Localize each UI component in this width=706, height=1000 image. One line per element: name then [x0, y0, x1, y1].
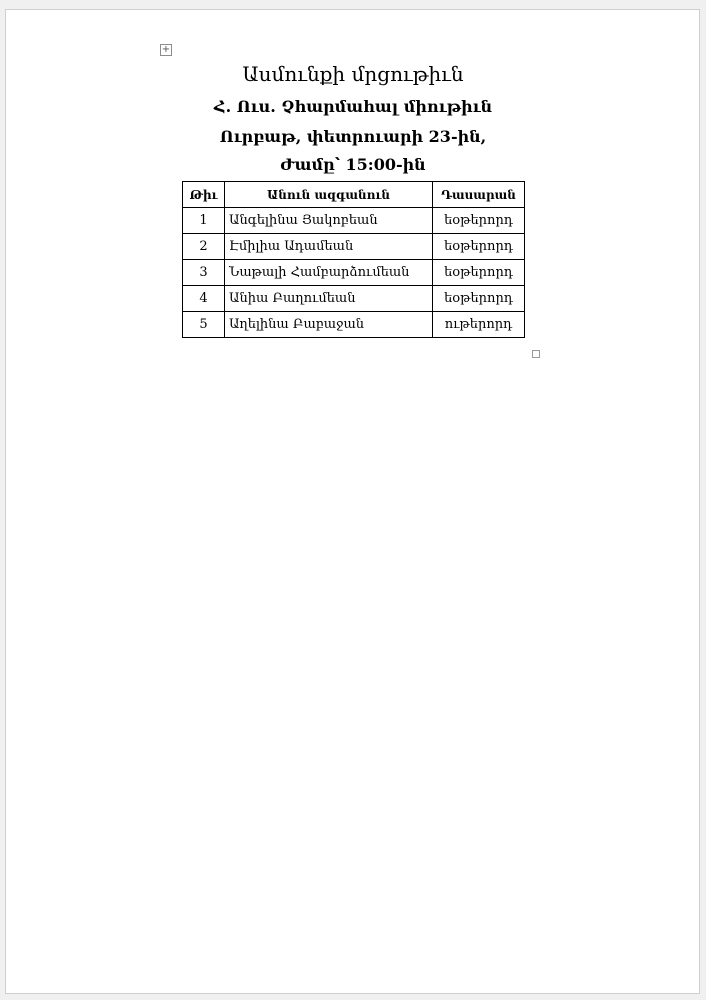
row-name: Անգելինա Յակոբեան — [225, 208, 433, 234]
row-number: 1 — [183, 208, 225, 234]
row-number: 3 — [183, 260, 225, 286]
table-row — [183, 208, 525, 234]
row-grade: ութերորդ — [433, 312, 525, 338]
row-grade: եօթերորդ — [433, 286, 525, 312]
table-row — [183, 312, 525, 338]
row-number: 4 — [183, 286, 225, 312]
header-name: Անուն ազգանուն — [225, 182, 433, 208]
header-grade: Դասարան — [433, 182, 525, 208]
row-name: Աղելինա Բաբաջան — [225, 312, 433, 338]
header-number: Թիւ — [183, 182, 225, 208]
table-row — [183, 286, 525, 312]
row-number: 2 — [183, 234, 225, 260]
table-row — [183, 260, 525, 286]
document-title: Ասմունքի մրցութիւն — [242, 62, 464, 86]
table-row — [183, 234, 525, 260]
table-move-handle-icon[interactable]: + — [161, 44, 171, 55]
table-header-row — [183, 182, 525, 208]
event-date: Ուրբաթ, փետրուարի 23-ին, — [219, 127, 487, 146]
row-name: Էմիլիա Ադամեան — [225, 234, 433, 260]
row-number: 5 — [183, 312, 225, 338]
row-name: Անիա Բաղումեան — [225, 286, 433, 312]
row-name: Նաթալի Համբարձումեան — [225, 260, 433, 286]
row-grade: եօթերորդ — [433, 234, 525, 260]
row-grade: եօթերորդ — [433, 260, 525, 286]
table-resize-handle[interactable] — [532, 350, 540, 358]
participants-table — [182, 181, 525, 338]
event-time: Ժամը՝ 15:00-ին — [280, 155, 426, 174]
row-grade: եօթերորդ — [433, 208, 525, 234]
document-subtitle: Հ. Ուս. Չհարմահալ միութիւն — [213, 97, 493, 116]
